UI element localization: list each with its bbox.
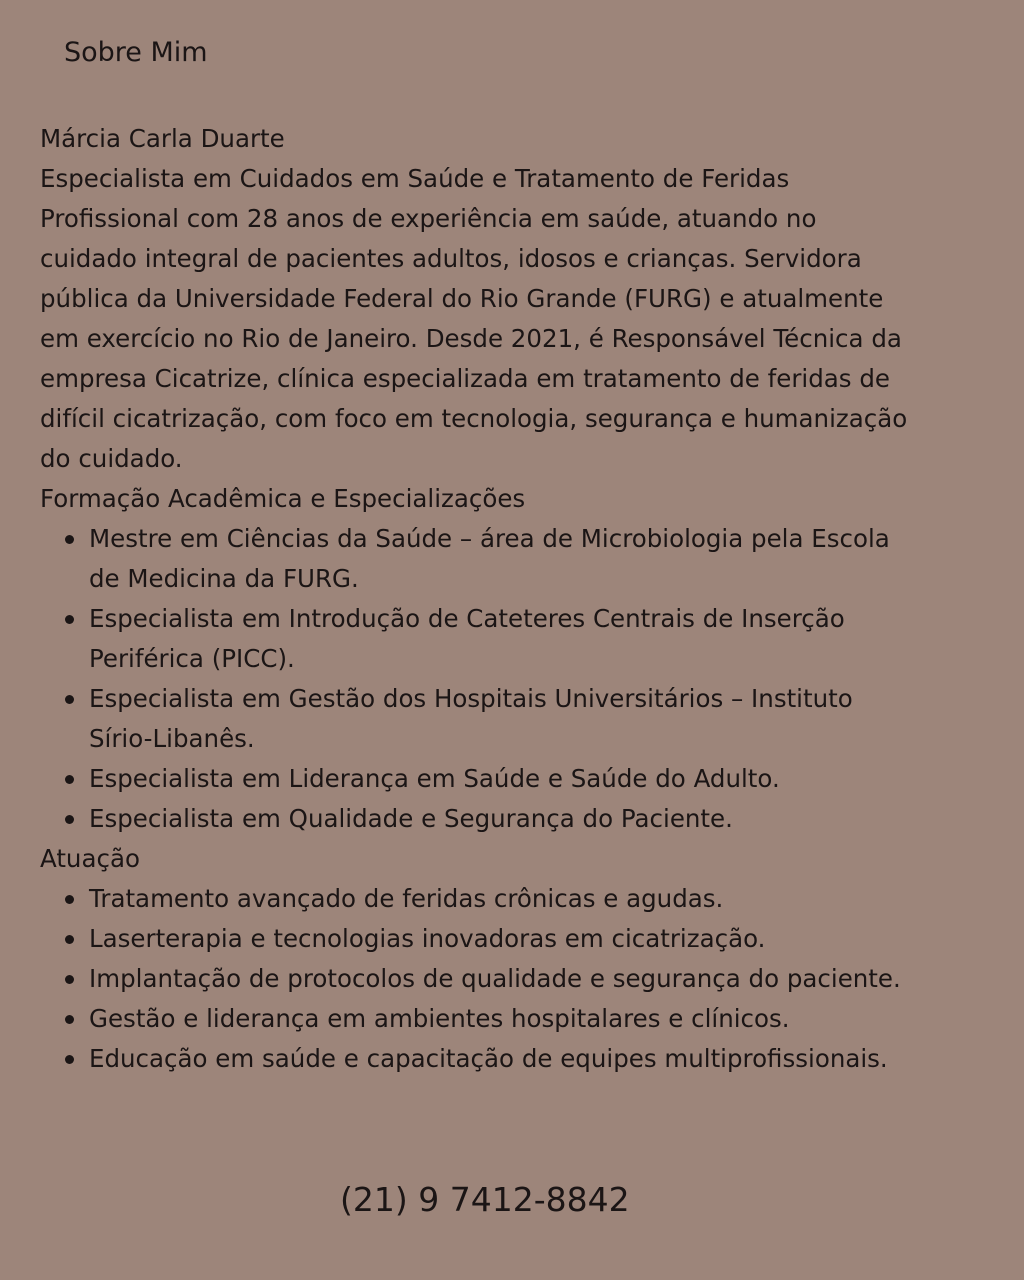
list-item: Gestão e liderança em ambientes hospitalares e clínicos.	[89, 999, 1000, 1039]
person-role: Especialista em Cuidados em Saúde e Tratamento de Feridas	[40, 164, 790, 193]
education-heading: Formação Acadêmica e Especializações	[40, 484, 526, 513]
list-item	[89, 759, 1000, 799]
list-item-line: Especialista em Liderança em Saúde e Saúde do Adulto.	[89, 764, 780, 793]
list-item-line: Sírio-Libanês.	[89, 724, 255, 753]
list-item-line: de Medicina da FURG.	[89, 564, 359, 593]
list-item: Tratamento avançado de feridas crônicas e agudas.	[89, 879, 1000, 919]
phone-number: (21) 9 7412-8842	[340, 1180, 630, 1219]
list-item-line: Mestre em Ciências da Saúde – área de Microbiologia pela Escola	[89, 524, 890, 553]
about-content	[40, 119, 1000, 1079]
list-item: Laserterapia e tecnologias inovadoras em cicatrização.	[89, 919, 1000, 959]
list-item	[89, 679, 1000, 759]
practice-heading: Atuação	[40, 844, 140, 873]
list-item	[89, 599, 1000, 679]
bio-paragraph	[40, 199, 1000, 479]
list-item-line: Especialista em Qualidade e Segurança do Paciente.	[89, 804, 733, 833]
list-item	[89, 519, 1000, 599]
list-item: Educação em saúde e capacitação de equipes multiprofissionais.	[89, 1039, 1000, 1079]
list-item-line: Especialista em Gestão dos Hospitais Universitários – Instituto	[89, 684, 853, 713]
bio-line: em exercício no Rio de Janeiro. Desde 2021, é Responsável Técnica da	[40, 324, 902, 353]
page-title: Sobre Mim	[64, 37, 208, 68]
bio-line: Profissional com 28 anos de experiência em saúde, atuando no	[40, 204, 817, 233]
person-name: Márcia Carla Duarte	[40, 124, 285, 153]
list-item-line: Especialista em Introdução de Cateteres Centrais de Inserção	[89, 604, 845, 633]
bio-line: cuidado integral de pacientes adultos, idosos e crianças. Servidora	[40, 244, 862, 273]
list-item	[89, 799, 1000, 839]
practice-list	[40, 879, 1000, 1079]
bio-line: difícil cicatrização, com foco em tecnologia, segurança e humanização	[40, 404, 908, 433]
list-item-line: Periférica (PICC).	[89, 644, 295, 673]
list-item: Implantação de protocolos de qualidade e segurança do paciente.	[89, 959, 1000, 999]
education-list	[40, 519, 1000, 839]
bio-line: do cuidado.	[40, 444, 183, 473]
bio-line: empresa Cicatrize, clínica especializada em tratamento de feridas de	[40, 364, 890, 393]
bio-line: pública da Universidade Federal do Rio Grande (FURG) e atualmente	[40, 284, 884, 313]
